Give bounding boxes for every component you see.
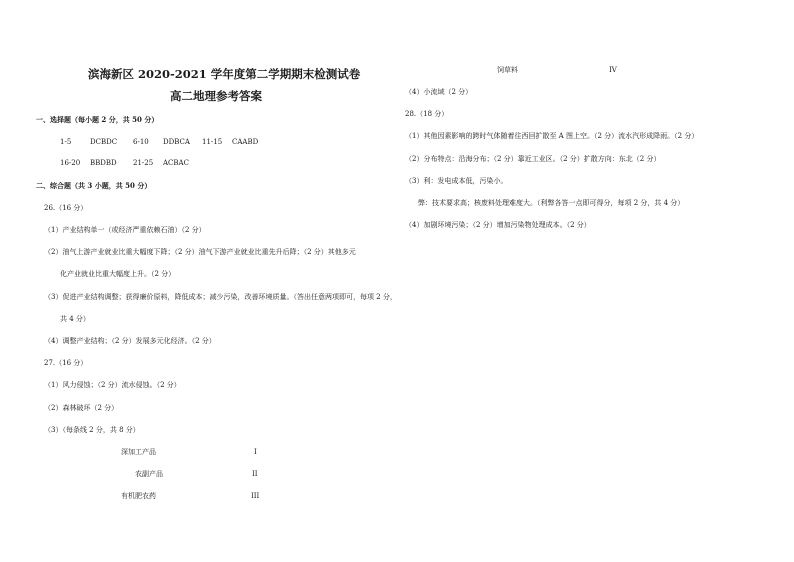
mc-range-5: 21-25 <box>133 159 154 167</box>
q27-table-item-2: 农副产品 <box>135 470 163 478</box>
q26-part4: （4）调整产业结构；（2 分）发展多元化经济。（2 分） <box>44 337 216 345</box>
q28-part4: （4）加剧环境污染；（2 分）增加污染物处理成本。（2 分） <box>405 221 591 229</box>
mc-answer-2: DDBCA <box>163 138 190 146</box>
q26-part3-line2: 共 4 分） <box>60 315 90 323</box>
q27-table-roman-3: III <box>251 492 260 500</box>
q27-part4: （4）小流域（2 分） <box>405 88 473 96</box>
q27-table-roman-4: IV <box>609 66 617 74</box>
q26-part2-line2: 化产业就业比重大幅度上升。（2 分） <box>60 270 176 278</box>
q28-part2: （2）分布特点：沿海分布；（2 分）靠近工业区。（2 分）扩散方向：东北（2 分） <box>405 155 661 163</box>
mc-range-1: 1-5 <box>60 138 72 146</box>
mc-answer-1: DCBDC <box>90 138 118 146</box>
q27-table-roman-1: I <box>254 448 257 456</box>
page-title: 滨海新区 2020-2021 学年度第二学期期末检测试卷 <box>88 67 361 81</box>
q28-part3-b: 弊：技术要求高；核废料处理难度大。（利弊各答一点即可得分，每项 2 分，共 4 分） <box>418 199 685 207</box>
q27-heading: 27.（16 分） <box>44 359 88 367</box>
section2-heading: 二、综合题（共 3 小题，共 50 分） <box>36 181 152 190</box>
q27-table-item-1: 深加工产品 <box>121 448 156 456</box>
mc-range-2: 6-10 <box>133 138 149 146</box>
q27-part2: （2）森林破坏（2 分） <box>44 404 119 412</box>
q27-part3: （3）（每条线 2 分，共 8 分） <box>44 426 140 434</box>
q28-heading: 28.（18 分） <box>405 110 449 118</box>
q26-part3-line1: （3）促进产业结构调整；获得廉价原料，降低成本；减少污染，改善环境质量。（答出任意两项即可，每项 2 分， <box>44 293 397 301</box>
q27-table-roman-2: II <box>252 470 258 478</box>
page-subtitle: 高二地理参考答案 <box>170 89 262 103</box>
section1-heading: 一、选择题（每小题 2 分，共 50 分） <box>36 115 159 124</box>
q26-heading: 26.（16 分） <box>44 204 88 212</box>
mc-range-3: 11-15 <box>202 138 223 146</box>
q28-part1: （1）其他因素影响的跨时气体随着往西回扩散至 A 图上空。（2 分）流水汽形成降雨。（2 分） <box>405 132 699 140</box>
mc-answer-3: CAABD <box>232 138 259 146</box>
mc-answer-4: BBDBD <box>90 159 117 167</box>
q27-part1: （1）风力侵蚀；（2 分）流水侵蚀。（2 分） <box>44 381 181 389</box>
mc-range-4: 16-20 <box>60 159 81 167</box>
q27-table-item-3: 有机肥农药 <box>121 492 156 500</box>
q27-table-item-4: 饲草料 <box>497 66 518 74</box>
q26-part1: （1）产业结构单一（或经济严重依赖石油）（2 分） <box>44 226 206 234</box>
q28-part3: （3）利：发电成本低，污染小。 <box>405 177 508 185</box>
q26-part2-line1: （2）油气上游产业就业比重大幅度下降；（2 分）油气下游产业就业比重先升后降；（2 分）其他多元 <box>44 248 356 256</box>
mc-answer-5: ACBAC <box>163 159 189 167</box>
